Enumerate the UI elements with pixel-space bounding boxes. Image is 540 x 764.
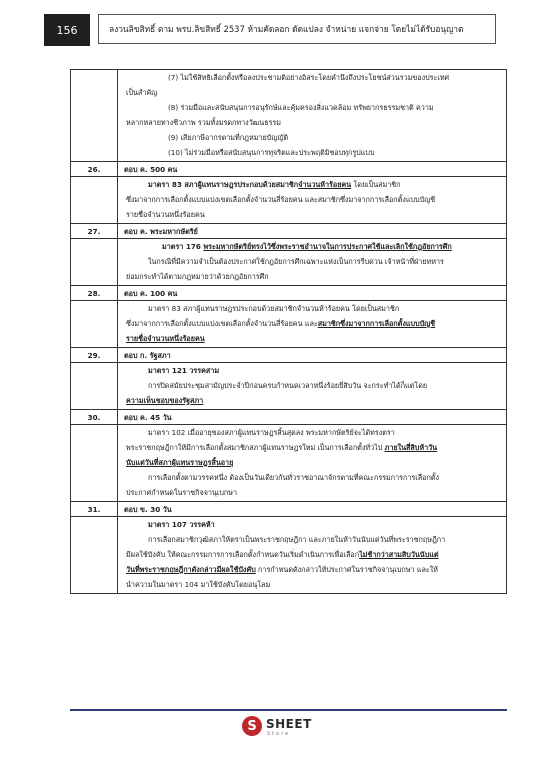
emphasis-text: รายชื่อจำนวนหนึ่งร้อยคน (126, 334, 205, 343)
question-number: 27. (71, 224, 118, 239)
emphasis-text: วันที่พระราชกฤษฎีกาดังกล่าวมีผลใช้บังคับ (126, 565, 256, 574)
text-run: การกำหนดดังกล่าวให้ประกาศในราชกิจจานุเบกษา และให้ (255, 565, 438, 574)
question-number: 31. (71, 502, 118, 517)
table-row-explanation (71, 301, 507, 348)
emphasis-text: นับแต่วันที่สภาผู้แทนราษฎรสิ้นอายุ (126, 458, 234, 467)
number-cell (71, 70, 118, 162)
text-run: มาตรา 176 (162, 242, 204, 251)
number-cell (71, 301, 118, 348)
emphasis-text: จำนวนห้าร้อยคน (298, 180, 352, 189)
text-line (118, 458, 506, 468)
text-line: (10) ไม่ร่วมมือหรือสนับสนุนการทุจริตและประพฤติมิชอบทุกรูปแบบ (168, 148, 375, 157)
number-cell (71, 517, 118, 594)
emphasis-text: พระมหากษัตริย์ทรงไว้ซึ่งพระราชอำนาจในการประกาศใช้และเลิกใช้กฎอัยการศึก (203, 242, 452, 251)
answer-label: ตอบ ค. 45 วัน (118, 410, 507, 425)
text-line (118, 396, 506, 406)
table-row-explanation (71, 517, 507, 594)
table-row-explanation (71, 177, 507, 224)
text-run: โดยเป็นสมาชิก (351, 180, 401, 189)
logo-subtext: Store (267, 731, 291, 737)
text-line: เป็นสำคัญ (126, 88, 158, 97)
explanation-cell (118, 363, 507, 410)
copyright-notice: ลงวนลิขสิทธิ์ ตาม พรบ.ลิขสิทธิ์ 2537 ห้ามคัดลอก ดัดแปลง จำหน่าย แจกจ่าย โดยไม่ได้รับอนุญาต (98, 14, 496, 44)
number-cell (71, 425, 118, 502)
page-number: 156 (44, 14, 90, 46)
table-row-explanation (71, 239, 507, 286)
text-run: มาตรา 83 สภาผู้แทนราษฎรประกอบด้วยสมาชิก (148, 180, 299, 189)
text-line: การเลือกสมาชิกวุฒิสภาให้ตราเป็นพระราชกฤษฎีกา และภายในห้าวันนับแต่วันที่พระราชกฤษฎีกา (148, 535, 446, 544)
text-line: การเลือกตั้งตามวรรคหนึ่ง ต้องเป็นวันเดียวกันทั่วราชอาณาจักรตามที่คณะกรรมการการเลือกตั้ง (148, 473, 439, 482)
emphasis-text: ภายในสี่สิบห้าวัน (384, 443, 438, 452)
logo-text: SHEET (266, 717, 312, 731)
footer-divider (70, 709, 507, 711)
explanation-cell (118, 239, 507, 286)
number-cell (71, 363, 118, 410)
explanation-cell (118, 517, 507, 594)
emphasis-text: ความเห็นชอบของรัฐสภา (126, 396, 204, 405)
table-row-answer-header (71, 162, 507, 177)
answer-label: ตอบ ค. พระมหากษัตริย์ (118, 224, 507, 239)
answer-label: ตอบ ค. 500 คน (118, 162, 507, 177)
number-cell (71, 177, 118, 224)
content-cell (118, 70, 507, 162)
question-number: 28. (71, 286, 118, 301)
number-cell (71, 239, 118, 286)
text-line (118, 550, 506, 560)
table-row-intro (71, 70, 507, 162)
text-line: มาตรา 102 เมื่ออายุของสภาผู้แทนราษฎรสิ้นสุดลง พระมหากษัตริย์จะได้ทรงตรา (148, 428, 395, 437)
logo-mark-icon: S (242, 716, 262, 736)
explanation-cell (118, 177, 507, 224)
text-line: การปิดสมัยประชุมสามัญประจำปีก่อนครบกำหนดเวลาหนึ่งร้อยยี่สิบวัน จะกระทำได้ก็แต่โดย (148, 381, 428, 390)
text-line (118, 334, 506, 344)
text-line: มาตรา 107 วรรคห้า (148, 520, 215, 529)
answer-table (70, 69, 507, 594)
text-line: ประกาศกำหนดในราชกิจจานุเบกษา (126, 488, 238, 497)
explanation-cell (118, 301, 507, 348)
text-line: มาตรา 121 วรรคสาม (148, 366, 220, 375)
text-line: มาตรา 83 สภาผู้แทนราษฎรประกอบด้วยสมาชิกจำนวนห้าร้อยคน โดยเป็นสมาชิก (148, 304, 400, 313)
text-line: นำความในมาตรา 104 มาใช้บังคับโดยอนุโลม (126, 580, 271, 589)
emphasis-text: สมาชิกซึ่งมาจากการเลือกตั้งแบบบัญชี (317, 319, 436, 328)
question-number: 29. (71, 348, 118, 363)
text-line: รายชื่อจำนวนหนึ่งร้อยคน (126, 210, 205, 219)
text-run: มีผลใช้บังคับ ให้คณะกรรมการการเลือกตั้งกำหนดวันเริ่มดำเนินการเพื่อเลือก (126, 550, 360, 559)
table-row-answer-header (71, 286, 507, 301)
explanation-cell (118, 425, 507, 502)
text-line: หลากหลายทางชีวภาพ รวมทั้งมรดกทางวัฒนธรรม (126, 118, 281, 127)
text-line: (8) ร่วมมือและสนับสนุนการอนุรักษ์และคุ้มครองสิ่งแวดล้อม ทรัพยากรธรรมชาติ ความ (168, 103, 434, 112)
table-row-answer-header (71, 224, 507, 239)
text-line: ซึ่งมาจากการเลือกตั้งแบบแบ่งเขตเลือกตั้งจำนวนสี่ร้อยคน และสมาชิกซึ่งมาจากการเลือกตั้งแบบบัญชี (126, 195, 436, 204)
table-row-answer-header (71, 502, 507, 517)
text-line: ย่อมกระทำได้ตามกฎหมายว่าด้วยกฎอัยการศึก (126, 272, 269, 281)
brand-logo (242, 716, 322, 742)
table-row-explanation (71, 363, 507, 410)
text-line (118, 565, 506, 575)
text-run: พระราชกฤษฎีกาให้มีการเลือกตั้งสมาชิกสภาผู้แทนราษฎรใหม่ เป็นการเลือกตั้งทั่วไป (126, 443, 385, 452)
text-line: (7) ไม่ใช้สิทธิเลือกตั้งหรือลงประชามติอย่างอิสระโดยคำนึงถึงประโยชน์ส่วนรวมของประเทศ (168, 73, 450, 82)
table-row-answer-header (71, 410, 507, 425)
answer-label: ตอบ ค. 100 คน (118, 286, 507, 301)
answer-label: ตอบ ก. รัฐสภา (118, 348, 507, 363)
text-run: ซึ่งมาจากการเลือกตั้งแบบแบ่งเขตเลือกตั้งจำนวนสี่ร้อยคน และ (126, 319, 318, 328)
text-line (118, 180, 506, 190)
text-line (118, 443, 506, 453)
table-row-answer-header (71, 348, 507, 363)
table-row-explanation (71, 425, 507, 502)
question-number: 30. (71, 410, 118, 425)
answer-label: ตอบ ข. 30 วัน (118, 502, 507, 517)
emphasis-text: ไม่ช้ากว่าสามสิบวันนับแต่ (359, 550, 439, 559)
question-number: 26. (71, 162, 118, 177)
text-line (118, 242, 506, 252)
page-header (44, 14, 496, 46)
text-line: (9) เสียภาษีอากรตามที่กฎหมายบัญญัติ (168, 133, 289, 142)
text-line (118, 319, 506, 329)
text-line: ในกรณีที่มีความจำเป็นต้องประกาศใช้กฎอัยการศึกเฉพาะแห่งเป็นการรีบด่วน เจ้าหน้าที่ฝ่ายทหาร (148, 257, 444, 266)
